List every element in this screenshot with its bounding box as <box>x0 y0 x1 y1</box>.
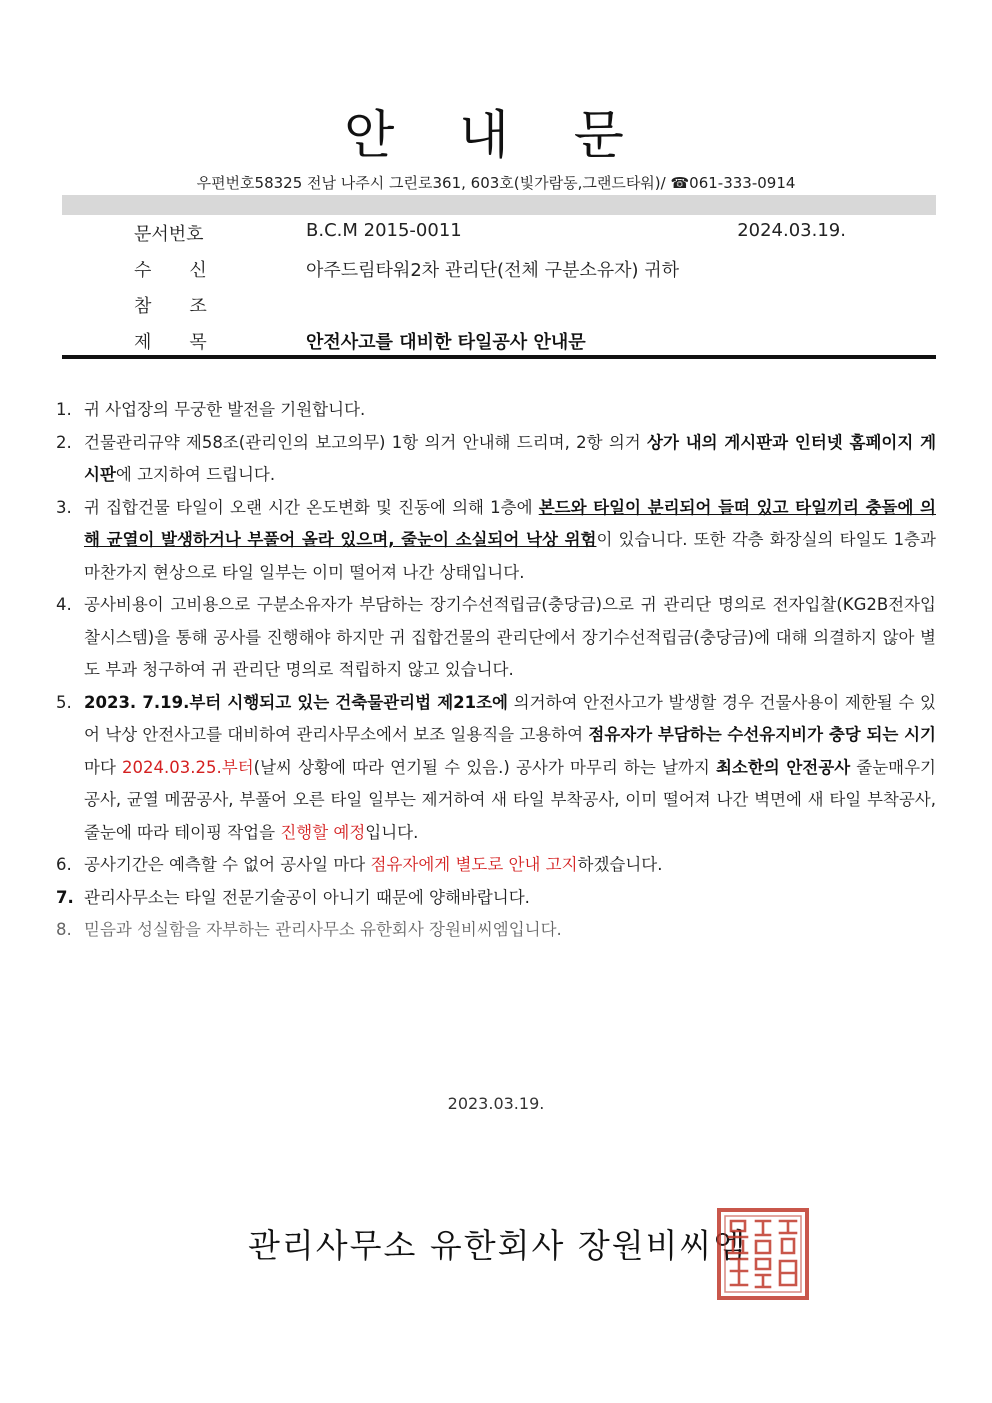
doc-no-label: 문서번호 <box>134 224 204 245</box>
item-number: 8. <box>56 920 72 939</box>
document-title: 안 내 문 <box>344 106 648 166</box>
bold-law-reference: 2023. 7.19.부터 시행되고 있는 건축물관리법 제21조에 <box>84 692 508 712</box>
item-text-segment: 마다 <box>84 757 123 777</box>
subject-value: 안전사고를 대비한 타일공사 안내문 <box>306 332 586 353</box>
list-item-6 <box>56 849 936 882</box>
header-row-recipient <box>62 252 936 288</box>
item-number: 3. <box>56 497 72 517</box>
item-text <box>84 849 936 882</box>
item-number: 5. <box>56 692 72 712</box>
item-text <box>84 687 936 850</box>
item-text-segment: 건물관리규약 제58조(관리인의 보고의무) 1항 의거 안내해 드리며, 2항 의거 <box>84 432 648 452</box>
red-start-date: 2024.03.25.부터 <box>122 757 254 777</box>
item-text-segment: (날씨 상황에 따라 연기될 수 있음.) 공사가 마무리 하는 날까지 <box>253 757 716 777</box>
item-text-segment: 이 있습니다. 또한 각층 화장실의 타일도 1층과 마찬가지 현상으로 타일 일부는 이미 떨어져 나간 상태입니다. <box>84 530 936 582</box>
item-number: 6. <box>56 855 72 874</box>
item-text-segment: 에 고지하여 드립니다. <box>115 465 276 484</box>
signature-line: 관리사무소 유한회사 장원비씨엠 <box>248 1226 748 1265</box>
item-number: 7. <box>56 887 74 907</box>
header-band <box>62 195 936 215</box>
item-text-segment: 공사기간은 예측할 수 없어 공사일 마다 <box>84 855 371 874</box>
recipient-value: 아주드림타워2차 관리단(전체 구분소유자) 귀하 <box>306 260 680 281</box>
red-planned-text: 진행할 예정 <box>280 822 366 842</box>
item-text-segment: 귀 집합건물 타일이 오랜 시간 온도변화 및 진동에 의해 1층에 <box>84 497 539 517</box>
bold-minimum-safety-work: 최소한의 안전공사 <box>715 757 851 777</box>
subject-label: 제목 <box>134 332 245 353</box>
item-text: 공사비용이 고비용으로 구분소유자가 부담하는 장기수선적립금(충당금)으로 귀 관리단 명의로 전자입찰(KG2B전자입찰시스템)을 통해 공사를 진행해야 하지만 귀 집합건물의 관리단에서 장기수선적립금(충당금)에 대해 의결하지 않아 별도 부과 청구하여 귀 관리단 명의로 적립하지 않고 있습니다. <box>84 595 936 679</box>
item-text: 관리사무소는 타일 전문기술공이 아니기 때문에 양해바랍니다. <box>84 887 530 907</box>
item-text: 믿음과 성실함을 자부하는 관리사무소 유한회사 장원비씨엠입니다. <box>84 920 562 939</box>
item-number: 1. <box>56 400 72 419</box>
list-item-8 <box>56 914 936 947</box>
item-number: 4. <box>56 595 72 614</box>
header-row-doc-no <box>62 216 936 252</box>
header-divider <box>62 355 936 359</box>
item-text-segment: 하겠습니다. <box>577 855 663 874</box>
sender-address: 우편번호58325 전남 나주시 그린로361, 603호(빛가람동,그랜드타워)/ ☎061-333-0914 <box>196 174 796 192</box>
recipient-label: 수신 <box>134 260 245 281</box>
item-text-segment: 줄눈매우기공사, 균열 메꿈공사, 부풀어 오른 타일 일부는 제거하여 새 타일 부착공사, 이미 떨어져 나간 벽면에 새 타일 부착공사, 줄눈에 따라 테이핑 작업을 <box>84 757 936 842</box>
bold-bulletin-boards: 상가 내의 게시판과 인터넷 홈페이지 게시판 <box>84 432 937 484</box>
reference-label: 참조 <box>134 296 245 317</box>
doc-no-value: B.C.M 2015-0011 <box>306 220 462 241</box>
item-number: 2. <box>56 432 72 452</box>
header-row-reference <box>62 288 936 324</box>
bold-occupant-burden: 점유자가 부담하는 수선유지비가 충당 되는 시기 <box>588 725 936 744</box>
list-item-2 <box>56 427 936 492</box>
item-text-segment: 의거하여 안전사고가 발생할 경우 건물사용이 제한될 수 있어 낙상 안전사고를 대비하여 관리사무소에서 보조 일용직을 고용하여 <box>84 692 936 744</box>
item-text <box>84 492 936 590</box>
red-notice-text: 점유자에게 별도로 안내 고지 <box>370 855 578 874</box>
list-item-1 <box>56 394 936 427</box>
notice-body <box>56 394 936 947</box>
underlined-hazard-text: 본드와 타일이 분리되어 들떠 있고 타일끼리 충돌에 의해 균열이 발생하거나 부풀어 올라 있으며, 줄눈이 소실되어 낙상 위험 <box>84 497 936 549</box>
footer-date: 2023.03.19. <box>447 1094 545 1113</box>
document-header <box>62 216 936 360</box>
header-date: 2024.03.19. <box>737 220 846 241</box>
list-item-5 <box>56 687 936 850</box>
list-item-3 <box>56 492 936 590</box>
company-seal-stamp <box>716 1207 810 1301</box>
item-text-segment: 입니다. <box>365 822 419 842</box>
item-text <box>84 427 936 492</box>
list-item-7 <box>56 882 936 915</box>
item-text: 귀 사업장의 무궁한 발전을 기원합니다. <box>84 400 366 419</box>
list-item-4 <box>56 589 936 687</box>
